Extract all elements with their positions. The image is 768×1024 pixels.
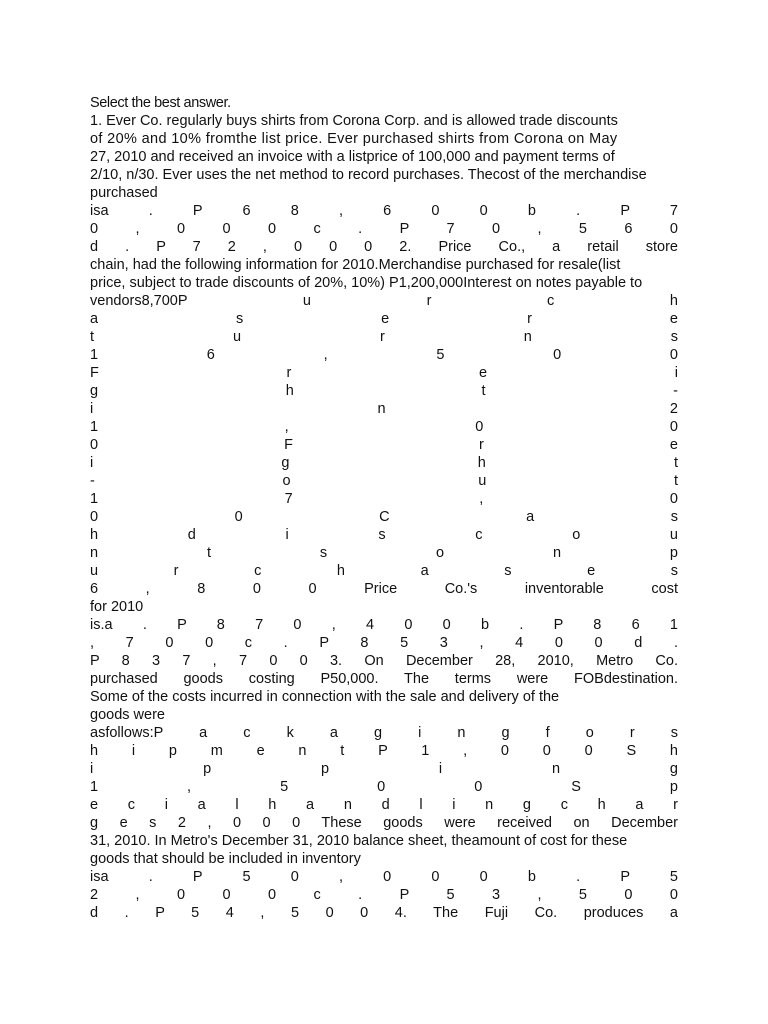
text-line: 0 0 C a s (90, 509, 678, 525)
text-line: g e s 2 , 0 0 0 These goods were received on December (90, 815, 678, 831)
text-line: P 8 3 7 , 7 0 0 3. On December 28, 2010, Metro Co. (90, 653, 678, 669)
text-line: 6 , 8 0 0 Price Co.'s inventorable cost (90, 581, 678, 597)
text-line: isa . P 6 8 , 6 0 0 b . P 7 (90, 203, 678, 219)
text-line: asfollows:P a c k a g i n g f o r s (90, 725, 678, 741)
text-line: goods were (90, 707, 165, 723)
text-line: h d i s c o u (90, 527, 678, 543)
text-line: of 20% and 10% fromthe list price. Ever purchased shirts from Corona on May (90, 131, 618, 147)
text-line: Some of the costs incurred in connection with the sale and delivery of the (90, 689, 560, 705)
text-line: - o u t (90, 473, 678, 489)
text-line: goods that should be included in inventory (90, 851, 361, 867)
text-line: e c i a l h a n d l i n g c h a r (90, 797, 678, 813)
text-line: 31, 2010. In Metro's December 31, 2010 balance sheet, theamount of cost for these (90, 833, 628, 849)
text-line: g h t - (90, 383, 678, 399)
text-line: 1 6 , 5 0 0 (90, 347, 678, 363)
text-line: , 7 0 0 c . P 8 5 3 , 4 0 0 d . (90, 635, 678, 651)
text-line: i p p i n g (90, 761, 678, 777)
text-line: for 2010 (90, 599, 144, 615)
text-line: purchased (90, 185, 158, 201)
text-line: chain, had the following information for 2010.Merchandise purchased for resale(list (90, 257, 621, 273)
text-line: i n 2 (90, 401, 678, 417)
text-line: purchased goods costing P50,000. The terms were FOBdestination. (90, 671, 678, 687)
text-line: is.a . P 8 7 0 , 4 0 0 b . P 8 6 1 (90, 617, 678, 633)
text-line: n t s o n p (90, 545, 678, 561)
text-line: i g h t (90, 455, 678, 471)
text-line: d . P 5 4 , 5 0 0 4. The Fuji Co. produces a (90, 905, 678, 921)
text-line: 2/10, n/30. Ever uses the net method to record purchases. Thecost of the merchandise (90, 167, 647, 183)
text-line: Select the best answer. (90, 95, 231, 111)
text-line: vendors8,700P u r c h (90, 293, 678, 309)
text-line: 1 , 0 0 (90, 419, 678, 435)
text-line: d . P 7 2 , 0 0 0 2. Price Co., a retail store (90, 239, 678, 255)
text-line: 0 , 0 0 0 c . P 7 0 , 5 6 0 (90, 221, 678, 237)
text-line: t u r n s (90, 329, 678, 345)
text-line: price, subject to trade discounts of 20%, 10%) P1,200,000Interest on notes payable to (90, 275, 643, 291)
text-line: 27, 2010 and received an invoice with a listprice of 100,000 and payment terms of (90, 149, 615, 165)
text-line: h i p m e n t P 1 , 0 0 0 S h (90, 743, 678, 759)
text-line: 1 , 5 0 0 S p (90, 779, 678, 795)
text-line: 1 7 , 0 (90, 491, 678, 507)
text-line: u r c h a s e s (90, 563, 678, 579)
text-line: F r e i (90, 365, 678, 381)
text-line: a s e r e (90, 311, 678, 327)
text-line: 2 , 0 0 0 c . P 5 3 , 5 0 0 (90, 887, 678, 903)
text-line: 0 F r e (90, 437, 678, 453)
text-line: isa . P 5 0 , 0 0 0 b . P 5 (90, 869, 678, 885)
text-line: 1. Ever Co. regularly buys shirts from Corona Corp. and is allowed trade discounts (90, 113, 618, 129)
